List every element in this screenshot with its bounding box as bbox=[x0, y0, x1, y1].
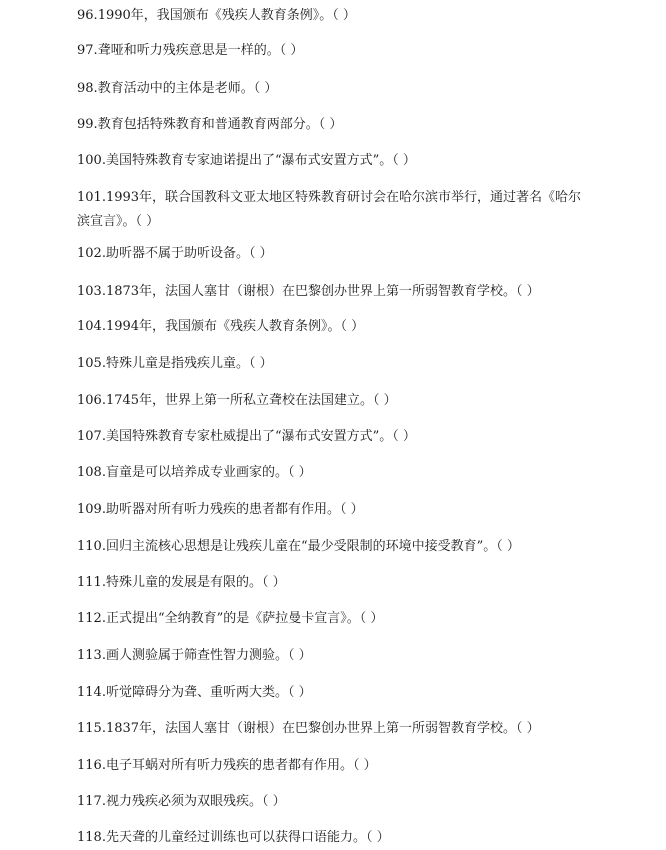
question-96 bbox=[77, 4, 597, 28]
question-text: 特殊儿童是指残疾儿童。（ ） bbox=[105, 356, 273, 371]
question-number: 101. bbox=[77, 190, 106, 205]
question-text: 助听器不属于助听设备。（ ） bbox=[105, 246, 273, 261]
question-117 bbox=[77, 790, 597, 814]
question-text: 视力残疾必须为双眼残疾。（ ） bbox=[105, 794, 286, 809]
question-118 bbox=[77, 826, 597, 850]
question-text: 听觉障碍分为聋、重听两大类。（ ） bbox=[105, 685, 312, 700]
question-number: 116. bbox=[77, 758, 106, 773]
question-text: 1994年，我国颁布《残疾人教育条例》。（ ） bbox=[105, 319, 365, 334]
question-text: 特殊儿童的发展是有限的。（ ） bbox=[105, 575, 286, 590]
question-110 bbox=[77, 535, 597, 559]
question-text: 助听器对所有听力残疾的患者都有作用。（ ） bbox=[105, 502, 364, 517]
question-114 bbox=[77, 681, 597, 705]
question-number: 96. bbox=[77, 8, 98, 23]
question-number: 105. bbox=[77, 356, 106, 371]
question-108 bbox=[77, 461, 597, 485]
question-text: 1873年，法国人塞甘（谢根）在巴黎创办世界上第一所弱智教育学校。（ ） bbox=[105, 284, 540, 299]
question-number: 109. bbox=[77, 502, 106, 517]
question-115 bbox=[77, 717, 597, 741]
question-111 bbox=[77, 571, 597, 595]
question-number: 106. bbox=[77, 393, 106, 408]
question-107 bbox=[77, 425, 597, 449]
question-number: 112. bbox=[77, 611, 106, 626]
question-116 bbox=[77, 754, 597, 778]
question-103 bbox=[77, 280, 597, 304]
question-109 bbox=[77, 498, 597, 522]
question-text: 教育包括特殊教育和普通教育两部分。（ ） bbox=[97, 117, 343, 132]
question-101 bbox=[77, 186, 582, 234]
question-text: 电子耳蜗对所有听力残疾的患者都有作用。（ ） bbox=[105, 758, 377, 773]
question-number: 110. bbox=[77, 539, 106, 554]
question-number: 98. bbox=[77, 81, 98, 96]
question-100 bbox=[77, 149, 597, 173]
question-text: 教育活动中的主体是老师。（ ） bbox=[97, 81, 278, 96]
question-number: 114. bbox=[77, 685, 106, 700]
question-99 bbox=[77, 113, 597, 137]
question-text: 1993年，联合国教科文亚太地区特殊教育研讨会在哈尔滨市举行，通过著名《哈尔滨宣言》。（ ） bbox=[77, 190, 582, 229]
question-105 bbox=[77, 352, 597, 376]
question-number: 103. bbox=[77, 284, 106, 299]
question-text: 聋哑和听力残疾意思是一样的。（ ） bbox=[97, 43, 304, 58]
question-number: 102. bbox=[77, 246, 106, 261]
question-text: 1745年，世界上第一所私立聋校在法国建立。（ ） bbox=[105, 393, 397, 408]
question-number: 113. bbox=[77, 648, 106, 663]
question-112 bbox=[77, 607, 597, 631]
question-number: 97. bbox=[77, 43, 98, 58]
question-number: 99. bbox=[77, 117, 98, 132]
question-number: 118. bbox=[77, 830, 106, 845]
question-number: 108. bbox=[77, 465, 106, 480]
question-number: 115. bbox=[77, 721, 106, 736]
question-text: 1990年，我国颁布《残疾人教育条例》。（ ） bbox=[97, 8, 356, 23]
question-number: 111. bbox=[77, 575, 106, 590]
question-113 bbox=[77, 644, 597, 668]
question-number: 107. bbox=[77, 429, 106, 444]
question-text: 画人测验属于筛查性智力测验。（ ） bbox=[105, 648, 312, 663]
question-text: 正式提出“全纳教育”的是《萨拉曼卡宣言》。（ ） bbox=[105, 611, 384, 626]
question-text: 美国特殊教育专家杜威提出了“瀑布式安置方式”。（ ） bbox=[105, 429, 416, 444]
question-106 bbox=[77, 389, 597, 413]
question-text: 美国特殊教育专家迪诺提出了“瀑布式安置方式”。（ ） bbox=[105, 153, 416, 168]
question-104 bbox=[77, 315, 597, 339]
question-number: 104. bbox=[77, 319, 106, 334]
question-98 bbox=[77, 77, 597, 101]
question-97 bbox=[77, 39, 597, 63]
question-text: 盲童是可以培养成专业画家的。（ ） bbox=[105, 465, 312, 480]
question-number: 117. bbox=[77, 794, 106, 809]
question-number: 100. bbox=[77, 153, 106, 168]
question-text: 回归主流核心思想是让残疾儿童在“最少受限制的环境中接受教育”。（ ） bbox=[105, 539, 520, 554]
question-text: 1837年，法国人塞甘（谢根）在巴黎创办世界上第一所弱智教育学校。（ ） bbox=[105, 721, 540, 736]
question-102 bbox=[77, 242, 597, 266]
question-text: 先天聋的儿童经过训练也可以获得口语能力。（ ） bbox=[105, 830, 390, 845]
